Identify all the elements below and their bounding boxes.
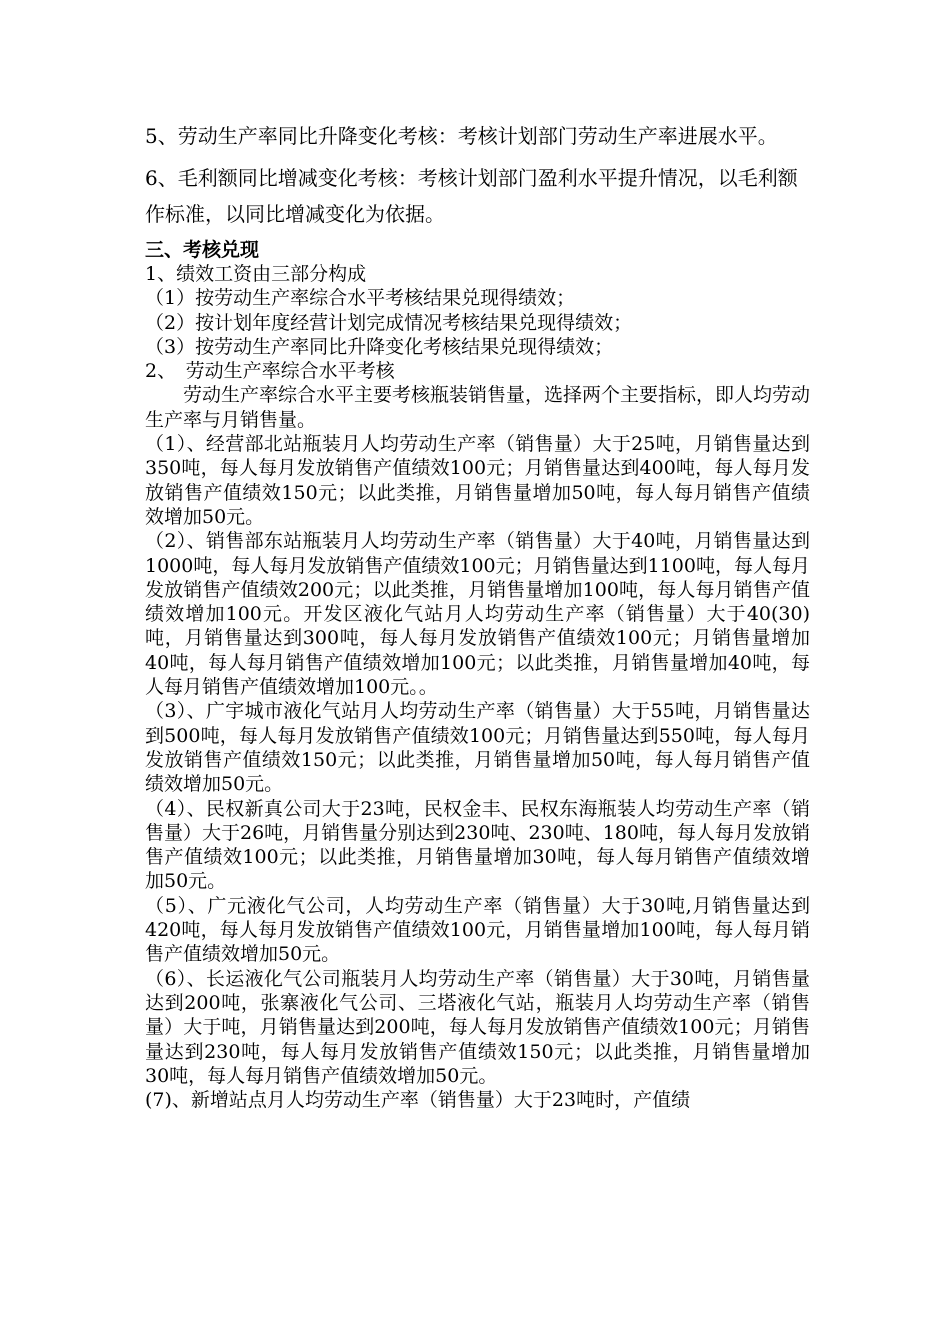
paragraph-rule6: （6）、长运液化气公司瓶装月人均劳动生产率（销售量）大于30吨，月销售量达到200吨，张寨液化气公司、三塔液化气站，瓶装月人均劳动生产率（销售量）大于吨，月销售量达到200吨，每人每月发放销售产值绩效100元；月销售量达到230吨，每人每月发放销售产值绩效150元；以此类推，月销售量增加30吨，每人每月销售产值绩效增加50元。	[145, 967, 810, 1087]
paragraph-rule1: （1）、经营部北站瓶装月人均劳动生产率（销售量）大于25吨，月销售量达到350吨，每人每月发放销售产值绩效100元；月销售量达到400吨，每人每月发放销售产值绩效150元；以此类推，月销售量增加50吨，每人每月销售产值绩效增加50元。	[145, 433, 810, 528]
document-page	[145, 118, 810, 1112]
paragraph-s3-item1: 1、绩效工资由三部分构成	[145, 263, 367, 285]
section-heading-3: 三、考核兑现	[145, 239, 260, 261]
paragraph-rule4: （4）、民权新真公司大于23吨，民权金丰、民权东海瓶装人均劳动生产率（销售量）大于26吨，月销售量分别达到230吨、230吨、180吨，每人每月发放销售产值绩效100元；以此类推，月销售量增加30吨，每人每月销售产值绩效增加50元。	[145, 797, 810, 893]
paragraph-item6: 6、毛利额同比增减变化考核：考核计划部门盈利水平提升情况，以毛利额作标准，以同比增减变化为依据。	[145, 166, 798, 226]
paragraph-s3-item1-sub2: （2）按计划年度经营计划完成情况考核结果兑现得绩效；	[145, 311, 633, 334]
paragraph-item5: 5、劳动生产率同比升降变化考核：考核计划部门劳动生产率进展水平。	[145, 124, 778, 148]
paragraph-rule2: （2）、销售部东站瓶装月人均劳动生产率（销售量）大于40吨，月销售量达到1000吨，每人每月发放销售产值绩效100元；月销售量达到1100吨，每人每月发放销售产值绩效200元；以此类推，月销售量增加100吨，每人每月销售产值绩效增加100元。开发区液化气站月人均劳动生产率（销售量）大于40(30)吨，月销售量达到300吨，每人每月发放销售产值绩效100元；月销售量增加40吨，每人每月销售产值绩效增加100元；以此类推，月销售量增加40吨，每人每月销售产值绩效增加100元。。	[145, 530, 810, 699]
paragraph-s3-item2: 2、 劳动生产率综合水平考核	[145, 360, 395, 383]
paragraph-rule7: (7)、新增站点月人均劳动生产率（销售量）大于23吨时，产值绩	[145, 1089, 691, 1112]
paragraph-s3-item1-sub3: （3）按劳动生产率同比升降变化考核结果兑现得绩效；	[145, 335, 614, 358]
paragraph-s3-item2-intro: 劳动生产率综合水平主要考核瓶装销售量，选择两个主要指标，即人均劳动生产率与月销售量。	[145, 384, 811, 431]
paragraph-rule3: （3）、广宇城市液化气站月人均劳动生产率（销售量）大于55吨，月销售量达到500吨，每人每月发放销售产值绩效100元；月销售量达到550吨，每人每月发放销售产值绩效150元；以此类推，月销售量增加50吨，每人每月销售产值绩效增加50元。	[145, 700, 810, 796]
paragraph-rule5: （5）、广元液化气公司，人均劳动生产率（销售量）大于30吨,月销售量达到420吨，每人每月发放销售产值绩效100元，月销售量增加100吨，每人每月销售产值绩效增加50元。	[145, 894, 810, 966]
paragraph-s3-item1-sub1: （1）按劳动生产率综合水平考核结果兑现得绩效；	[145, 287, 576, 310]
